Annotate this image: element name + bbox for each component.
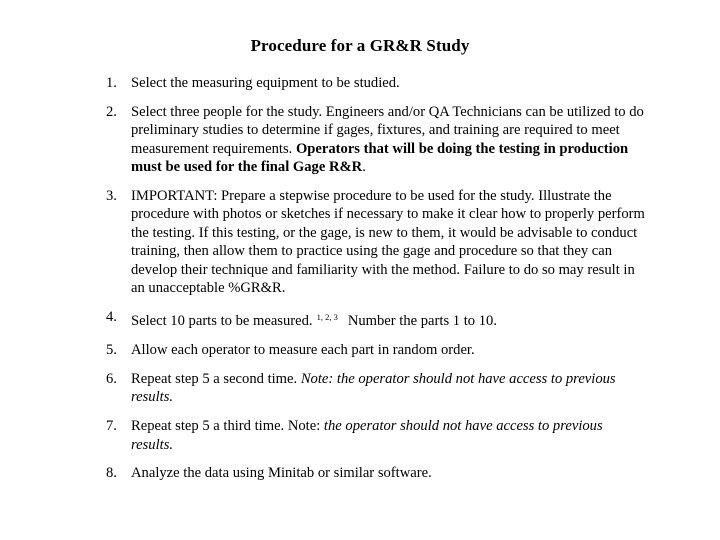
step-number: 7.	[106, 418, 117, 435]
step-3	[106, 187, 646, 297]
step-text: Select the measuring equipment to be studied.	[131, 75, 400, 91]
step-bold-text: Operators that will be doing the testing in production must be used for the final Gage R&R	[131, 140, 629, 176]
step-5	[106, 341, 646, 359]
step-text: Repeat step 5 a second time.	[131, 370, 301, 387]
step-end: .	[362, 159, 366, 176]
step-7	[106, 417, 646, 454]
step-text: Select 10 parts to be measured.	[131, 312, 313, 329]
footnote-refs: 1, 2, 3	[316, 311, 338, 322]
step-number: 1.	[106, 75, 117, 91]
step-number: 6.	[106, 370, 117, 387]
step-4	[106, 308, 646, 330]
step-text: Analyze the data using Minitab or similar software.	[131, 465, 432, 482]
step-italic-note: the operator should not have access to previous results.	[131, 418, 603, 453]
procedure-steps	[106, 74, 646, 493]
step-number: 3.	[106, 188, 117, 205]
step-text: Allow each operator to measure each part in random order.	[131, 341, 475, 358]
step-8	[106, 464, 646, 482]
step-6	[106, 370, 646, 407]
step-text: Repeat step 5 a third time. Note:	[131, 418, 324, 435]
page-title: Procedure for a GR&R Study	[250, 36, 470, 55]
step-number: 2.	[106, 103, 117, 120]
step-after-text: Number the parts 1 to 10.	[347, 312, 497, 329]
step-number: 4.	[106, 308, 117, 325]
step-number: 8.	[106, 465, 117, 482]
step-italic-note: Note: the operator should not have access to previous results.	[131, 370, 616, 406]
step-2	[106, 103, 646, 177]
step-number: 5.	[106, 341, 117, 358]
step-1	[106, 74, 646, 92]
step-text: IMPORTANT: Prepare a stepwise procedure to be used for the study. Illustrate the procedure with photos or sketches if necessary to make it clear how to properly perform the testing. If this testing, or the gage, is new to them, it would be advisable to conduct training, then allow them to practice using the gage and procedure so that they can develop their technique and familiarity with the method. Failure to do so may result in an unacceptable %GR&R.	[131, 188, 645, 297]
step-text: Select three people for the study. Engineers and/or QA Technicians can be utilized to do preliminary studies to determine if gages, fixtures, and training are required to meet measurement requirements.	[131, 103, 644, 157]
